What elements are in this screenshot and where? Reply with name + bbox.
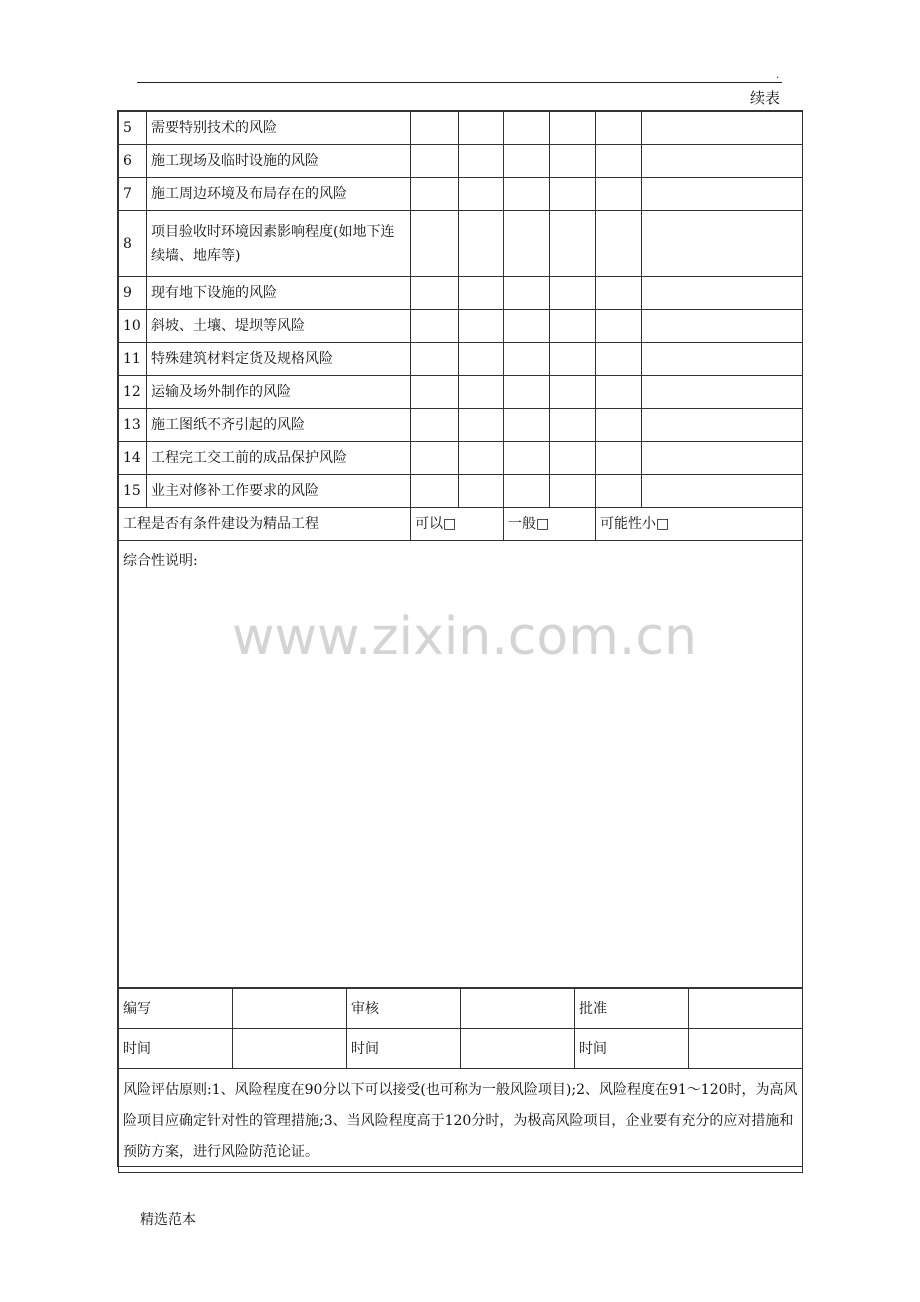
score-cell[interactable] bbox=[459, 343, 504, 376]
score-cell[interactable] bbox=[550, 145, 596, 178]
write-value[interactable] bbox=[233, 989, 347, 1029]
risk-number: 12 bbox=[119, 376, 147, 409]
score-cell[interactable] bbox=[411, 211, 459, 277]
score-cell[interactable] bbox=[411, 376, 459, 409]
score-cell[interactable] bbox=[459, 409, 504, 442]
risk-description: 施工现场及临时设施的风险 bbox=[147, 145, 411, 178]
score-cell[interactable] bbox=[596, 442, 642, 475]
score-cell[interactable] bbox=[459, 475, 504, 508]
score-cell[interactable] bbox=[550, 343, 596, 376]
score-cell[interactable] bbox=[459, 145, 504, 178]
score-cell[interactable] bbox=[504, 376, 550, 409]
risk-number: 6 bbox=[119, 145, 147, 178]
score-cell[interactable] bbox=[550, 442, 596, 475]
time-value-1[interactable] bbox=[233, 1029, 347, 1069]
score-cell[interactable] bbox=[504, 310, 550, 343]
score-cell[interactable] bbox=[504, 178, 550, 211]
score-cell[interactable] bbox=[459, 442, 504, 475]
score-cell[interactable] bbox=[459, 178, 504, 211]
option-can[interactable]: 可以□ bbox=[411, 508, 504, 541]
score-cell[interactable] bbox=[459, 211, 504, 277]
risk-row bbox=[119, 211, 803, 277]
score-cell[interactable] bbox=[411, 442, 459, 475]
score-cell[interactable] bbox=[596, 112, 642, 145]
risk-number: 7 bbox=[119, 178, 147, 211]
write-label: 编写 bbox=[119, 989, 233, 1029]
risk-row bbox=[119, 475, 803, 508]
score-cell[interactable] bbox=[411, 409, 459, 442]
review-value[interactable] bbox=[461, 989, 575, 1029]
risk-number: 11 bbox=[119, 343, 147, 376]
quality-row bbox=[119, 508, 803, 541]
score-cell[interactable] bbox=[596, 343, 642, 376]
score-cell[interactable] bbox=[504, 409, 550, 442]
risk-row bbox=[119, 343, 803, 376]
score-cell[interactable] bbox=[550, 277, 596, 310]
score-cell[interactable] bbox=[642, 409, 803, 442]
risk-description: 现有地下设施的风险 bbox=[147, 277, 411, 310]
score-cell[interactable] bbox=[550, 376, 596, 409]
approve-value[interactable] bbox=[689, 989, 803, 1029]
score-cell[interactable] bbox=[504, 277, 550, 310]
score-cell[interactable] bbox=[642, 442, 803, 475]
risk-description: 斜坡、土壤、堤坝等风险 bbox=[147, 310, 411, 343]
header-rule bbox=[137, 82, 782, 83]
score-cell[interactable] bbox=[459, 376, 504, 409]
score-cell[interactable] bbox=[596, 409, 642, 442]
header-dot: . bbox=[776, 70, 780, 81]
time-value-3[interactable] bbox=[689, 1029, 803, 1069]
option-unlikely[interactable]: 可能性小□ bbox=[596, 508, 803, 541]
score-cell[interactable] bbox=[596, 475, 642, 508]
score-cell[interactable] bbox=[411, 112, 459, 145]
footer-label: 精选范本 bbox=[140, 1212, 196, 1228]
risk-row bbox=[119, 145, 803, 178]
review-label: 审核 bbox=[347, 989, 461, 1029]
score-cell[interactable] bbox=[459, 112, 504, 145]
time-label-2: 时间 bbox=[347, 1029, 461, 1069]
score-cell[interactable] bbox=[596, 145, 642, 178]
score-cell[interactable] bbox=[504, 145, 550, 178]
score-cell[interactable] bbox=[642, 310, 803, 343]
time-label-1: 时间 bbox=[119, 1029, 233, 1069]
risk-description: 业主对修补工作要求的风险 bbox=[147, 475, 411, 508]
risk-row bbox=[119, 277, 803, 310]
risk-description: 特殊建筑材料定货及规格风险 bbox=[147, 343, 411, 376]
risk-number: 5 bbox=[119, 112, 147, 145]
score-cell[interactable] bbox=[642, 145, 803, 178]
score-cell[interactable] bbox=[642, 178, 803, 211]
score-cell[interactable] bbox=[596, 178, 642, 211]
risk-row bbox=[119, 310, 803, 343]
time-label-3: 时间 bbox=[575, 1029, 689, 1069]
risk-number: 10 bbox=[119, 310, 147, 343]
score-cell[interactable] bbox=[550, 310, 596, 343]
signoff-table bbox=[118, 988, 803, 1173]
risk-description: 运输及场外制作的风险 bbox=[147, 376, 411, 409]
score-cell[interactable] bbox=[550, 475, 596, 508]
risk-number: 15 bbox=[119, 475, 147, 508]
risk-row bbox=[119, 442, 803, 475]
continued-label: 续表 bbox=[749, 89, 780, 107]
score-cell[interactable] bbox=[504, 343, 550, 376]
score-cell[interactable] bbox=[596, 310, 642, 343]
risk-row bbox=[119, 376, 803, 409]
score-cell[interactable] bbox=[411, 178, 459, 211]
score-cell[interactable] bbox=[504, 211, 550, 277]
score-cell[interactable] bbox=[459, 310, 504, 343]
signoff-row-names bbox=[119, 989, 803, 1029]
principle-row bbox=[119, 1069, 803, 1173]
score-cell[interactable] bbox=[411, 343, 459, 376]
approve-label: 批准 bbox=[575, 989, 689, 1029]
score-cell[interactable] bbox=[504, 442, 550, 475]
risk-row bbox=[119, 112, 803, 145]
score-cell[interactable] bbox=[642, 277, 803, 310]
score-cell[interactable] bbox=[411, 277, 459, 310]
signoff-row-times bbox=[119, 1029, 803, 1069]
score-cell[interactable] bbox=[550, 112, 596, 145]
risk-number: 13 bbox=[119, 409, 147, 442]
risk-description: 工程完工交工前的成品保护风险 bbox=[147, 442, 411, 475]
time-value-2[interactable] bbox=[461, 1029, 575, 1069]
risk-number: 9 bbox=[119, 277, 147, 310]
summary-label: 综合性说明: bbox=[123, 553, 198, 569]
risk-number: 8 bbox=[119, 211, 147, 277]
score-cell[interactable] bbox=[642, 376, 803, 409]
score-cell[interactable] bbox=[642, 112, 803, 145]
score-cell[interactable] bbox=[459, 277, 504, 310]
score-cell[interactable] bbox=[411, 310, 459, 343]
score-cell[interactable] bbox=[550, 178, 596, 211]
risk-number: 14 bbox=[119, 442, 147, 475]
score-cell[interactable] bbox=[550, 409, 596, 442]
score-cell[interactable] bbox=[596, 376, 642, 409]
score-cell[interactable] bbox=[642, 475, 803, 508]
risk-description: 项目验收时环境因素影响程度(如地下连续墙、地库等) bbox=[147, 211, 411, 277]
score-cell[interactable] bbox=[642, 343, 803, 376]
option-normal[interactable]: 一般□ bbox=[504, 508, 596, 541]
score-cell[interactable] bbox=[596, 277, 642, 310]
risk-row bbox=[119, 409, 803, 442]
score-cell[interactable] bbox=[411, 475, 459, 508]
quality-question: 工程是否有条件建设为精品工程 bbox=[119, 508, 411, 541]
risk-description: 需要特别技术的风险 bbox=[147, 112, 411, 145]
risk-description: 施工周边环境及布局存在的风险 bbox=[147, 178, 411, 211]
risk-row bbox=[119, 178, 803, 211]
risk-description: 施工图纸不齐引起的风险 bbox=[147, 409, 411, 442]
score-cell[interactable] bbox=[642, 211, 803, 277]
score-cell[interactable] bbox=[550, 211, 596, 277]
watermark: www.zixin.com.cn bbox=[232, 607, 697, 667]
score-cell[interactable] bbox=[504, 112, 550, 145]
score-cell[interactable] bbox=[504, 475, 550, 508]
principle-text: 风险评估原则:1、风险程度在90分以下可以接受(也可称为一般风险项目);2、风险程度在91～120时，为高风险项目应确定针对性的管理措施;3、当风险程度高于120分时，为极高风险项目，企业要有充分的应对措施和预防方案，进行风险防范论证。 bbox=[119, 1069, 803, 1173]
score-cell[interactable] bbox=[596, 211, 642, 277]
score-cell[interactable] bbox=[411, 145, 459, 178]
risk-table bbox=[118, 111, 803, 988]
